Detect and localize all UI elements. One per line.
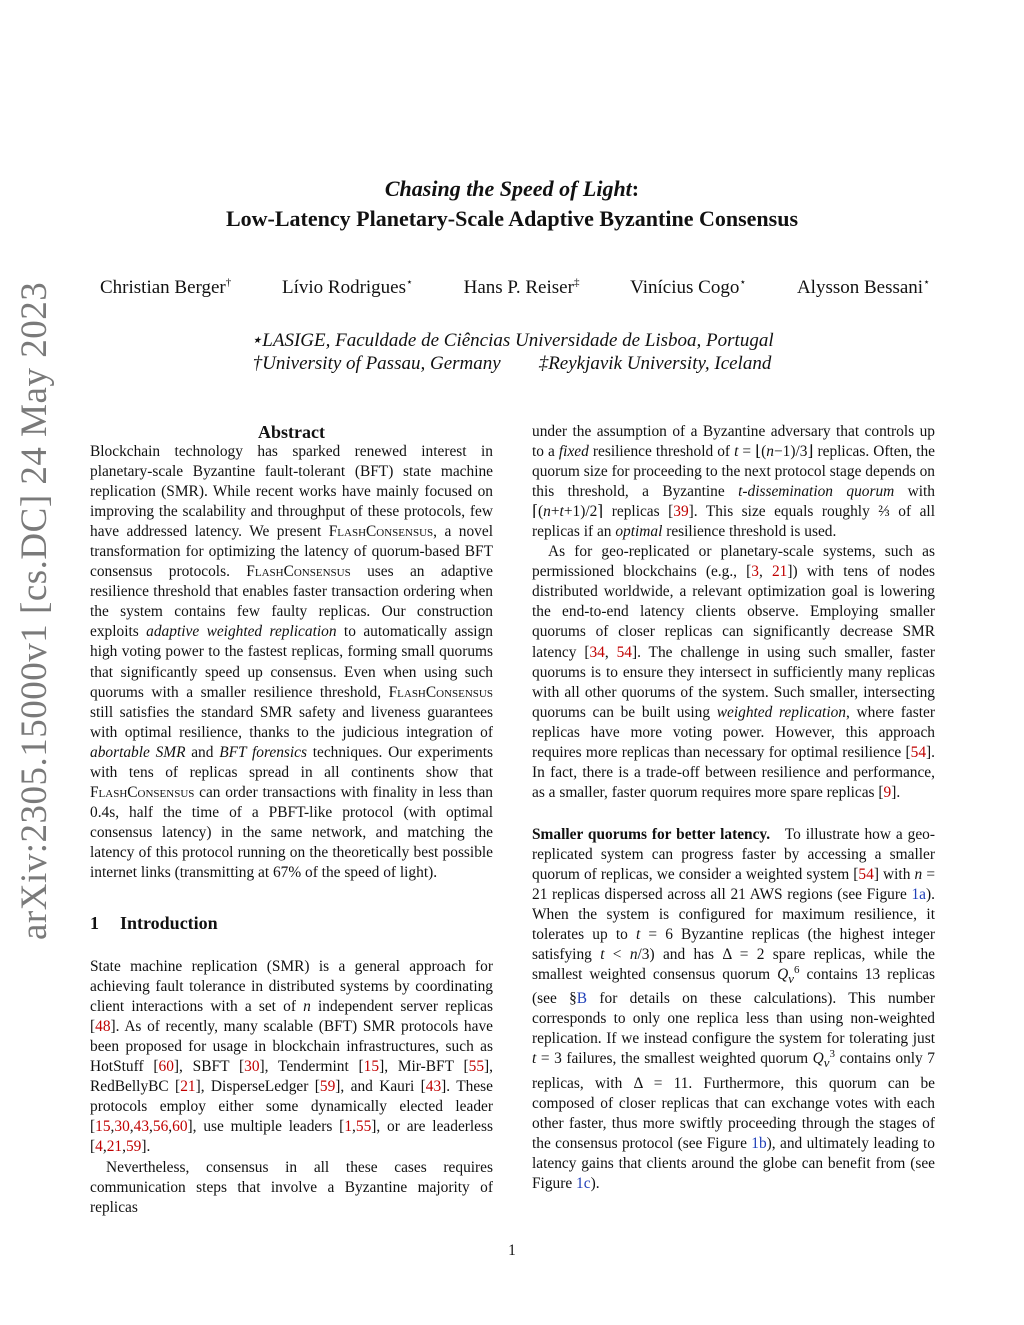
section-heading: 1 Introduction [90, 913, 218, 934]
arxiv-identifier: arXiv:2305.15000v1 [cs.DC] 24 May 2023 [14, 281, 55, 940]
author: Christian Berger† [100, 276, 232, 298]
author: Alysson Bessani⋆ [796, 276, 930, 298]
right-paragraph-3: Smaller quorums for better latency. To illustrate how a geo-replicated system can progress faster by accessing a smaller quorum of replicas, we consider a weighted system [54] with n = 21 replicas dispersed across all 21 AWS regions (see Figure 1a). When the system is configured for maximum resilience, it tolerates up to t = 6 Byzantine replicas (the highest integer satisfying t < n/3) and has Δ = 2 spare replicas, while the smallest weighted consensus quorum $Q_v^6$ contains 13 replicas (see §B for details on these calculations). This number corresponds to only one replica less than using non-weighted replication. If we instead configure the system for tolerating just t = 3 failures, the smallest weighted quorum $Q_v^3$ contains only 7 replicas, with Δ = 11. Furthermore, this quorum can be composed of closer replicas that can exchange votes with each other faster, thus more swiftly proceeding through the stages of the consensus protocol (see Figure 1b), and ultimately leading to latency gains that clients around the globe can benefit from (see Figure 1c). [532, 825, 935, 1192]
author-list [100, 277, 930, 299]
author: Hans P. Reiser‡ [463, 276, 580, 298]
right-column [532, 422, 935, 1194]
title-line-1: Chasing the Speed of Light [384, 176, 632, 201]
title-line-2: Low-Latency Planetary-Scale Adaptive Byzantine Consensus [226, 206, 798, 231]
paper-title: Chasing the Speed of Light: Low-Latency Planetary-Scale Adaptive Byzantine Consensus [0, 174, 1024, 234]
abstract-heading: Abstract [258, 422, 325, 442]
intro-paragraph-2: Nevertheless, consensus in all these cases requires communication steps that involve a Byzantine majority of replicas [90, 1158, 493, 1216]
author: Lívio Rodrigues⋆ [281, 276, 413, 298]
page-number: 1 [508, 1242, 516, 1259]
left-column [90, 422, 493, 1218]
affiliation-line-2: †University of Passau, Germany ‡Reykjavik University, Iceland [252, 353, 772, 374]
intro-paragraph-1: State machine replication (SMR) is a general approach for achieving fault tolerance in distributed systems by coordinating client interactions with a set of n independent server replicas [48]. As of recently, many scalable (BFT) SMR protocols have been proposed for usage in blockchain infrastructures, such as HotStuff [60], SBFT [30], Tendermint [15], Mir-BFT [55], RedBellyBC [21], DisperseLedger [59], and Kauri [43]. These protocols employ either some dynamically elected leader [15,30,43,56,60], use multiple leaders [1,55], or are leaderless [4,21,59]. [90, 958, 493, 1156]
abstract-text: Blockchain technology has sparked renewed interest in planetary-scale Byzantine fault-tolerant (BFT) state machine replication (SMR). While recent works have mainly focused on improving the scalability and throughput of these protocols, few have addressed latency. We present FlashConsensus, a novel transformation for optimizing the latency of quorum-based BFT consensus protocols. FlashConsensus uses an adaptive resilience threshold that enables faster transaction ordering when the system contains few faulty replicas. Our construction exploits adaptive weighted replication to automatically assign high voting power to the fastest replicas, forming small quorums that significantly speed up consensus. Even when using such quorums with a smaller resilience threshold, FlashConsensus still satisfies the standard SMR safety and liveness guarantees with optimal resilience, thanks to the judicious integration of abortable SMR and BFT forensics techniques. Our experiments with tens of replicas spread in all continents show that FlashConsensus can order transactions with finality in less than 0.4s, half the time of a PBFT-like protocol (with optimal consensus latency) in the same network, and matching the latency of this protocol running on the theoretically best possible internet links (transmitting at 67% of the speed of light). [90, 443, 493, 881]
author: Vinícius Cogo⋆ [630, 276, 747, 298]
right-paragraph-1: under the assumption of a Byzantine adversary that controls up to a fixed resilience threshold of t = ⌊(n−1)/3⌋ replicas. Often, the quorum size for proceeding to the next protocol stage depends on this threshold, a Byzantine t-dissemination quorum with ⌈(n+t+1)/2⌉ replicas [39]. This size equals roughly ⅔ of all replicas if an optimal resilience threshold is used. [532, 423, 936, 541]
right-paragraph-2: As for geo-replicated or planetary-scale systems, such as permissioned blockchains (e.g., [3, 21]) with tens of nodes distributed worldwide, a relevant optimization goal is lowering the end-to-end latency clients observe. Employing smaller quorums of closer replicas can significantly decrease SMR latency [34, 54]. The challenge in using such smaller, faster quorums is to ensure they intersect in sufficiently many replicas with all other quorums of the system. Such smaller, intersecting quorums can be built using weighted replication, where faster replicas have more voting power. However, this approach requires more replicas than necessary for optimal resilience [54]. In fact, there is a trade-off between resilience and performance, as a smaller, faster quorum requires more spare replicas [9]. [532, 543, 935, 801]
affiliation-line-1: ⋆LASIGE, Faculdade de Ciências Universidade de Lisboa, Portugal [250, 330, 774, 351]
